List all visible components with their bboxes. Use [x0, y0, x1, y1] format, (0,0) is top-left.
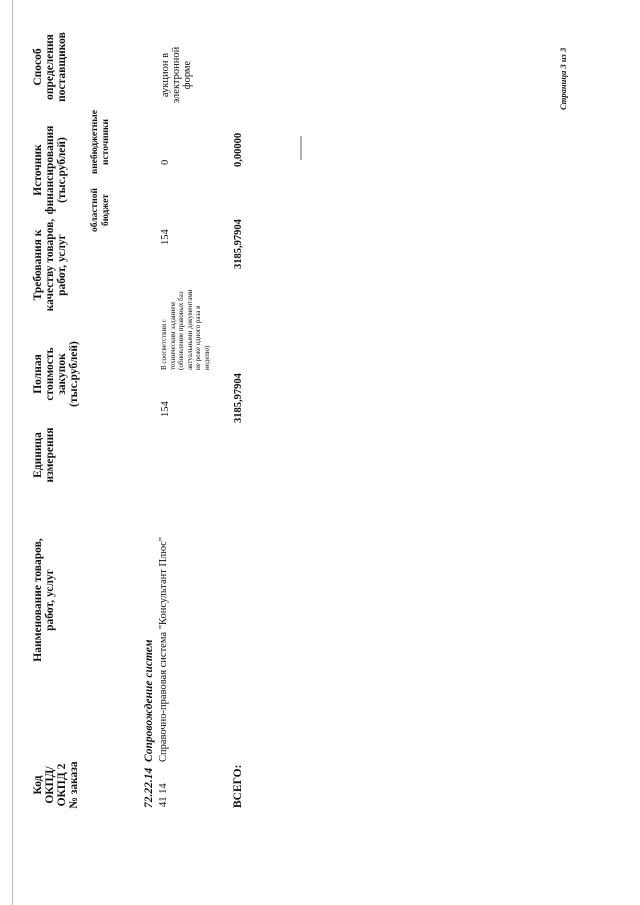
header-code-line-3: ОКПД 2 [56, 763, 68, 807]
header-req-line-2: качеству товаров, [44, 218, 56, 312]
row-req-line-3: (обновление правовых баз [177, 291, 185, 370]
header-name-line-1: Наименование товаров, [32, 538, 44, 662]
header-unit-line-1: Единица [32, 432, 44, 478]
header-cost-line-3: закупок [56, 353, 68, 395]
total-fin-regional: 3185,97904 [233, 219, 244, 269]
header-fin-regional [90, 183, 112, 237]
header-fin-extra-line-1: внебюджетные [90, 110, 100, 174]
header-code-line-2: ОКПД/ [44, 766, 56, 804]
header-req-line-3: работ, услуг [56, 234, 68, 296]
row-requirement [160, 290, 211, 371]
row-code: 41 14 [158, 783, 169, 807]
scan-speck [300, 136, 302, 160]
row-method [160, 45, 193, 105]
header-req-line-1: Требования к [32, 229, 44, 301]
row-fin-extra: 0 [160, 159, 171, 165]
row-req-line-5: не реже одного раза в [194, 305, 202, 370]
header-fin-regional-line-2: бюджет [101, 194, 111, 226]
row-req-line-6: неделю) [202, 345, 211, 370]
header-unit [32, 415, 56, 495]
header-fin-extra [90, 99, 112, 185]
row-method-line-1: аукцион в [160, 52, 171, 98]
header-cost [32, 329, 80, 419]
header-fin-regional-line-1: областной [90, 188, 100, 232]
total-fin-extra: 0,00000 [233, 132, 244, 167]
header-fin-extra-line-2: источники [101, 119, 111, 165]
header-code [32, 745, 80, 825]
header-fin-line-3: (тыс.рублей) [56, 137, 68, 203]
row-cost: 154 [160, 401, 171, 417]
header-fin-line-1: Источник [32, 144, 44, 196]
header-method-line-3: поставщиков [56, 32, 68, 102]
page-number: Страница 3 из 3 [558, 47, 568, 110]
header-name-line-2: работ, услуг [44, 569, 56, 631]
header-fin-line-2: финансирования [44, 125, 56, 215]
total-label: ВСЕГО: [232, 764, 244, 808]
header-cost-line-2: стоимость [44, 347, 56, 401]
header-code-line-4: № заказа [68, 761, 80, 809]
section-code: 72.22.14 [143, 767, 155, 808]
row-req-line-1: В соответствии с [160, 319, 168, 370]
row-name: Справочно-правовая система "Консультант Плюс" [158, 536, 169, 762]
header-code-line-1: Код [32, 775, 44, 795]
row-method-line-3: форме [182, 60, 193, 90]
header-name [32, 475, 56, 725]
row-req-line-2: техническим заданием [168, 302, 177, 370]
row-fin-regional: 154 [160, 229, 171, 245]
header-cost-line-4: (тыс.рублей) [68, 341, 80, 407]
row-req-line-4: актуальными документами [185, 289, 194, 370]
section-title: Сопровождение систем [143, 639, 155, 762]
header-financing [32, 115, 68, 225]
header-method-line-1: Способ [32, 48, 44, 86]
row-method-line-2: электронной [171, 46, 182, 104]
header-method-line-2: определения [44, 34, 56, 100]
header-requirements [32, 210, 68, 320]
header-unit-line-2: измерения [44, 427, 56, 483]
header-method [32, 17, 68, 117]
header-cost-line-1: Полная [32, 354, 44, 394]
total-cost: 3185,97904 [233, 373, 244, 423]
